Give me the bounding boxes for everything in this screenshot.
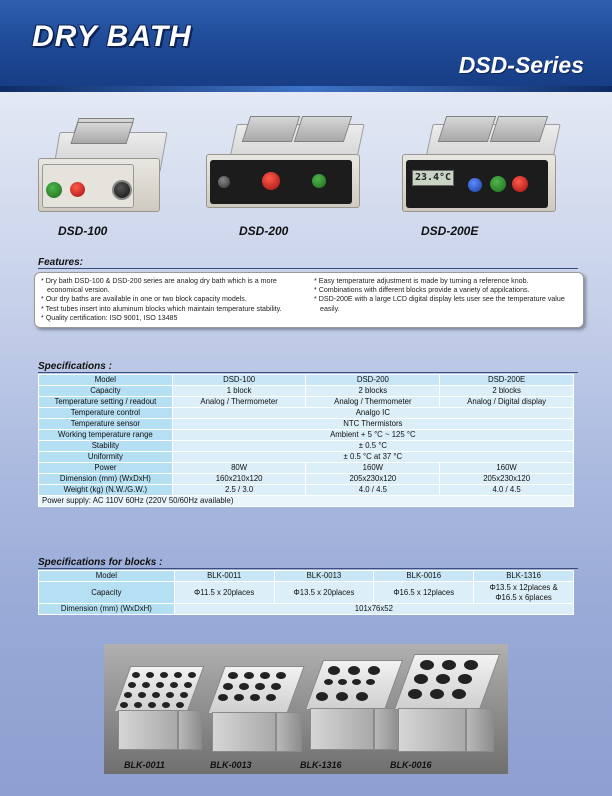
header-divider — [0, 86, 612, 92]
table-cell: BLK-0011 — [174, 571, 274, 582]
power-supply-note: Power supply: AC 110V 60Hz (220V 50/60Hz available) — [39, 496, 574, 507]
block-specifications-rule — [38, 568, 578, 569]
block-specifications-table — [38, 570, 574, 615]
table-cell: Power — [39, 463, 173, 474]
capacity-line: Φ16.5 x 6places — [495, 592, 552, 602]
capacity-line: Φ13.5 x 12places & — [489, 582, 558, 592]
table-row — [39, 419, 574, 430]
block-label-blk-0013: BLK-0013 — [210, 760, 252, 770]
table-cell: Analog / Thermometer — [306, 397, 440, 408]
specifications-heading: Specifications : — [38, 361, 112, 372]
table-cell: Analog / Digital display — [440, 397, 574, 408]
feature-item: * Easy temperature adjustment is made by turning a reference knob. — [314, 277, 529, 285]
feature-item: * DSD-200E with a large LCD digital display lets user see the temperature value easily. — [314, 295, 565, 313]
table-cell: Φ16.5 x 12places — [374, 582, 474, 604]
features-rule — [38, 268, 578, 269]
table-cell: Capacity — [39, 582, 175, 604]
table-cell: BLK-0013 — [274, 571, 374, 582]
header-banner — [0, 0, 612, 92]
specifications-rule — [38, 372, 578, 373]
page-title: DRY BATH — [32, 20, 192, 53]
table-cell: 160x210x120 — [172, 474, 306, 485]
table-cell: DSD-200 — [306, 375, 440, 386]
table-cell: 205x230x120 — [306, 474, 440, 485]
block-label-blk-0011: BLK-0011 — [124, 760, 165, 770]
feature-item: * Quality certification: ISO 9001, ISO 13485 — [41, 313, 178, 322]
table-row — [39, 386, 574, 397]
table-cell: Dimension (mm) (WxDxH) — [39, 474, 173, 485]
table-cell: 80W — [172, 463, 306, 474]
product-label-dsd-100: DSD-100 — [58, 224, 108, 238]
feature-item: * Dry bath DSD-100 & DSD-200 series are analog dry bath which is a more economical version. — [41, 277, 277, 295]
table-cell: BLK-1316 — [474, 571, 574, 582]
table-cell: 101x76x52 — [174, 604, 573, 615]
product-image-dsd-200 — [202, 110, 370, 220]
table-cell: 2 blocks — [306, 386, 440, 397]
table-cell: 4.0 / 4.5 — [306, 485, 440, 496]
feature-item: * Our dry baths are available in one or two block capacity models. — [41, 295, 247, 304]
block-specifications-heading: Specifications for blocks : — [38, 557, 163, 568]
table-row — [39, 582, 574, 604]
table-row — [39, 375, 574, 386]
table-row — [39, 485, 574, 496]
table-row — [39, 441, 574, 452]
table-cell: 1 block — [172, 386, 306, 397]
feature-item: * Test tubes insert into aluminum blocks which maintain temperature stability. — [41, 304, 282, 313]
table-cell: ± 0.5 °C — [172, 441, 573, 452]
table-row — [39, 430, 574, 441]
table-cell: 205x230x120 — [440, 474, 574, 485]
table-cell: DSD-100 — [172, 375, 306, 386]
table-cell: DSD-200E — [440, 375, 574, 386]
table-cell: Stability — [39, 441, 173, 452]
table-row — [39, 474, 574, 485]
table-cell: 2 blocks — [440, 386, 574, 397]
table-cell: Weight (kg) (N.W./G.W.) — [39, 485, 173, 496]
specifications-table — [38, 374, 574, 507]
product-label-dsd-200e: DSD-200E — [421, 224, 479, 238]
table-cell: Φ11.5 x 20places — [174, 582, 274, 604]
table-cell: Model — [39, 375, 173, 386]
features-heading: Features: — [38, 257, 84, 268]
table-row — [39, 408, 574, 419]
table-cell: NTC Thermistors — [172, 419, 573, 430]
table-row — [39, 604, 574, 615]
table-cell: Ambient + 5 °C ~ 125 °C — [172, 430, 573, 441]
table-row — [39, 496, 574, 507]
table-row — [39, 463, 574, 474]
table-cell: 160W — [440, 463, 574, 474]
lcd-display: 23.4°C — [412, 170, 454, 186]
table-cell: Analgo IC — [172, 408, 573, 419]
table-cell: ± 0.5 °C at 37 °C — [172, 452, 573, 463]
series-title: DSD-Series — [458, 52, 584, 78]
block-label-blk-0016: BLK-0016 — [390, 760, 432, 770]
product-image-dsd-200e — [398, 110, 566, 222]
table-cell: Temperature setting / readout — [39, 397, 173, 408]
table-cell: Temperature control — [39, 408, 173, 419]
product-label-dsd-200: DSD-200 — [239, 224, 289, 238]
table-cell: Dimension (mm) (WxDxH) — [39, 604, 175, 615]
table-cell: 2.5 / 3.0 — [172, 485, 306, 496]
table-cell: 4.0 / 4.5 — [440, 485, 574, 496]
table-row — [39, 452, 574, 463]
product-image-dsd-100 — [36, 112, 168, 222]
table-cell: Temperature sensor — [39, 419, 173, 430]
table-cell: BLK-0016 — [374, 571, 474, 582]
table-cell: Uniformity — [39, 452, 173, 463]
table-cell: Model — [39, 571, 175, 582]
table-cell — [474, 582, 574, 604]
aluminum-blocks-photo — [104, 644, 508, 774]
table-cell: Φ13.5 x 20places — [274, 582, 374, 604]
feature-item: * Combinations with different blocks provide a variety of appilcations. — [314, 286, 530, 295]
block-label-blk-1316: BLK-1316 — [300, 760, 342, 770]
table-row — [39, 571, 574, 582]
features-box — [34, 272, 584, 328]
table-cell: 160W — [306, 463, 440, 474]
table-cell: Working temperature range — [39, 430, 173, 441]
table-row — [39, 397, 574, 408]
table-cell: Analog / Thermometer — [172, 397, 306, 408]
table-cell: Capacity — [39, 386, 173, 397]
